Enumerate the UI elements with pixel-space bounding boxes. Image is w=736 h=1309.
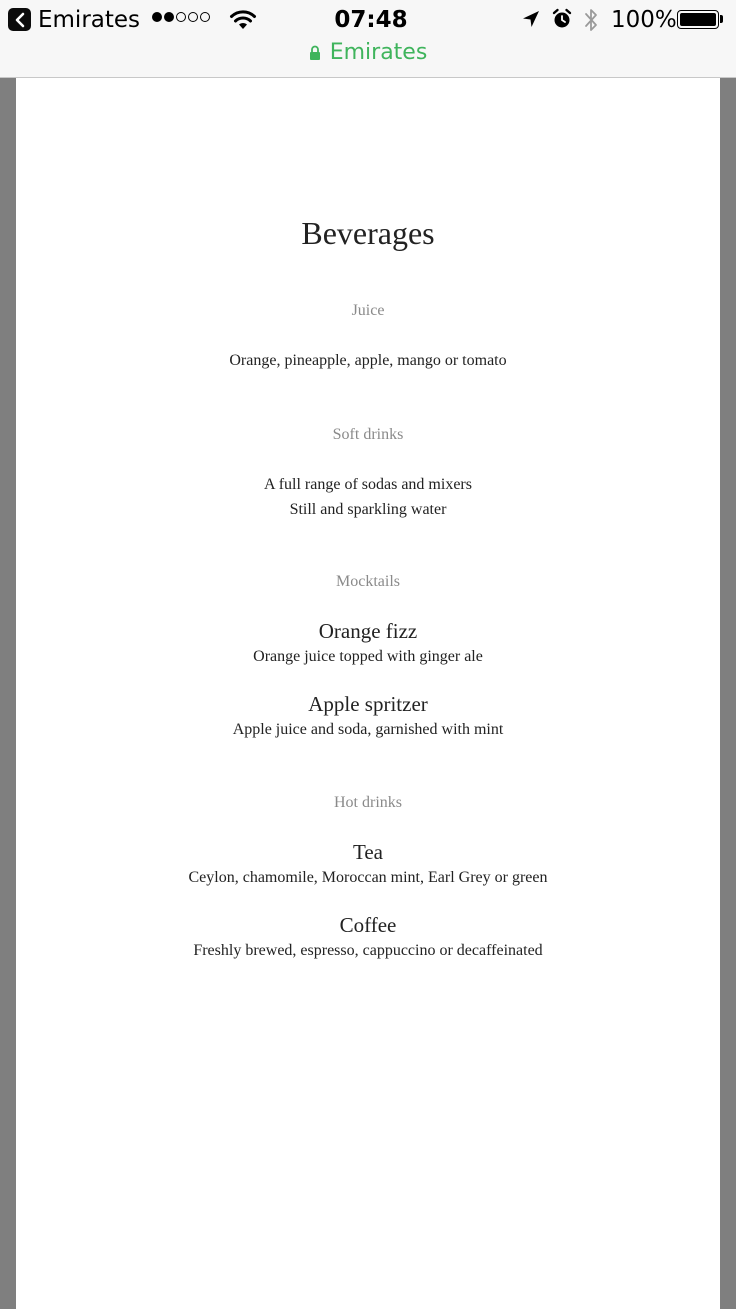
alarm-clock-icon — [551, 8, 573, 30]
bluetooth-icon — [583, 6, 599, 34]
lock-icon — [309, 45, 321, 61]
battery-icon — [677, 10, 719, 29]
url-bar[interactable] — [0, 38, 736, 68]
item-description-apple-spritzer: Apple juice and soda, garnished with mint — [232, 721, 504, 738]
soft-drinks-line-1: A full range of sodas and mixers — [264, 476, 472, 493]
item-name-tea: Tea — [352, 840, 383, 864]
item-name-apple-spritzer: Apple spritzer — [308, 692, 428, 716]
browser-top-bar — [0, 0, 736, 78]
item-name-orange-fizz: Orange fizz — [318, 619, 418, 643]
section-heading-mocktails: Mocktails — [336, 573, 400, 590]
soft-drinks-line-2: Still and sparkling water — [289, 501, 447, 518]
section-heading-soft-drinks: Soft drinks — [332, 426, 404, 443]
juice-description: Orange, pineapple, apple, mango or tomato — [229, 352, 507, 369]
section-heading-hot-drinks: Hot drinks — [334, 794, 402, 811]
item-description-coffee: Freshly brewed, espresso, cappuccino or decaffeinated — [193, 942, 543, 959]
item-name-coffee: Coffee — [339, 913, 397, 937]
battery-tip — [720, 15, 723, 23]
status-bar — [0, 0, 736, 40]
back-app-label[interactable]: Emirates — [38, 7, 141, 33]
site-label[interactable]: Emirates — [329, 40, 428, 65]
clock-time: 07:48 — [334, 7, 408, 33]
section-heading-juice: Juice — [351, 302, 385, 319]
battery-fill — [680, 13, 716, 26]
page-title: Beverages — [301, 215, 435, 251]
menu-page — [16, 78, 720, 1309]
item-description-tea: Ceylon, chamomile, Moroccan mint, Earl Grey or green — [188, 869, 548, 886]
location-arrow-icon — [521, 9, 541, 29]
battery-percentage: 100% — [611, 7, 677, 33]
item-description-orange-fizz: Orange juice topped with ginger ale — [253, 648, 483, 665]
